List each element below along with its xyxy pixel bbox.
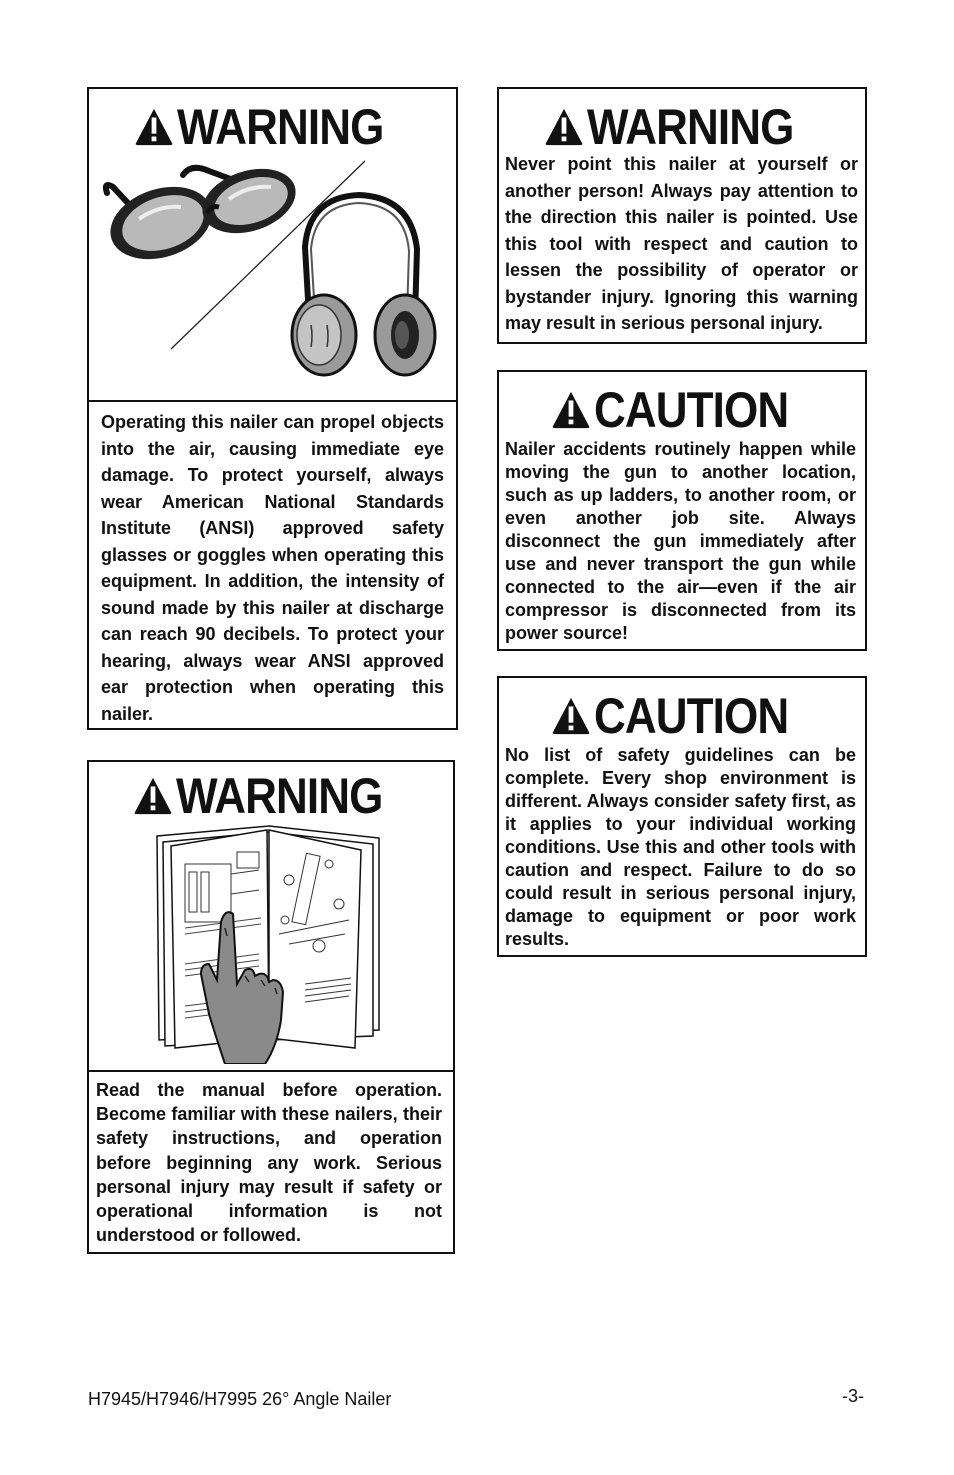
manual-warning-text: Read the manual before operation. Become familiar with these nailers, their safety instructions, and operation before beginning any work. Serious personal injury may result if safety or operational information is not understood or followed. <box>96 1080 442 1246</box>
safety-glasses-and-earmuffs-illustration <box>99 157 449 392</box>
earmuffs-icon <box>292 195 435 375</box>
warning-label: WARNING <box>177 99 384 155</box>
section-divider <box>89 1070 453 1072</box>
transport-caution-box <box>497 370 867 651</box>
footer-model-name: H7945/H7946/H7995 26° Angle Nailer <box>88 1389 392 1409</box>
transport-caution-text: Nailer accidents routinely happen while moving the gun to another location, such as up ladders, to another room, or even another job site. Always disconnect the gun immediately after use and never transport the gun while connected to the air—even if the air compressor is disconnected from its power source! <box>505 439 856 643</box>
warning-triangle-icon <box>132 776 174 816</box>
caution-header <box>499 688 865 744</box>
warning-triangle-icon <box>543 107 585 147</box>
warning-header <box>499 99 865 155</box>
warning-label: WARNING <box>175 768 383 824</box>
caution-triangle-icon <box>550 390 592 430</box>
warning-header <box>89 768 453 824</box>
footer-page-number: -3- <box>842 1386 864 1406</box>
caution-label: CAUTION <box>593 688 788 744</box>
safety-glasses-icon <box>101 158 304 272</box>
caution-label: CAUTION <box>593 382 788 438</box>
guidelines-caution-text: No list of safety guidelines can be complete. Every shop environment is different. Always consider safety first, as it applies to your individual working conditions. Use this and other tools with caution and respect. Failure to do so could result in serious personal injury, damage to equipment or poor work results. <box>505 745 856 949</box>
manual-warning-box <box>87 760 455 1254</box>
point-warning-box <box>497 87 867 344</box>
eye-ear-warning-text: Operating this nailer can propel objects into the air, causing immediate eye damage. To protect yourself, always wear American National Standards Institute (ANSI) approved safety glasses or goggles when operating this equipment. In addition, the intensity of sound made by this nailer at discharge can reach 90 decibels. To protect your hearing, always wear ANSI approved ear protection when operating this nailer. <box>101 412 444 724</box>
reading-manual-illustration <box>149 824 389 1064</box>
warning-header <box>89 99 456 155</box>
warning-triangle-icon <box>133 107 175 147</box>
eye-ear-warning-box <box>87 87 458 730</box>
caution-triangle-icon <box>550 696 592 736</box>
point-warning-text: Never point this nailer at yourself or another person! Always pay attention to the direction this nailer is pointed. Use this tool with respect and caution to lessen the possibility of operator or bystander injury. Ignoring this warning may result in serious personal injury. <box>505 154 858 333</box>
caution-header <box>499 382 865 438</box>
guidelines-caution-box <box>497 676 867 957</box>
warning-label: WARNING <box>586 99 794 155</box>
section-divider <box>89 400 456 402</box>
